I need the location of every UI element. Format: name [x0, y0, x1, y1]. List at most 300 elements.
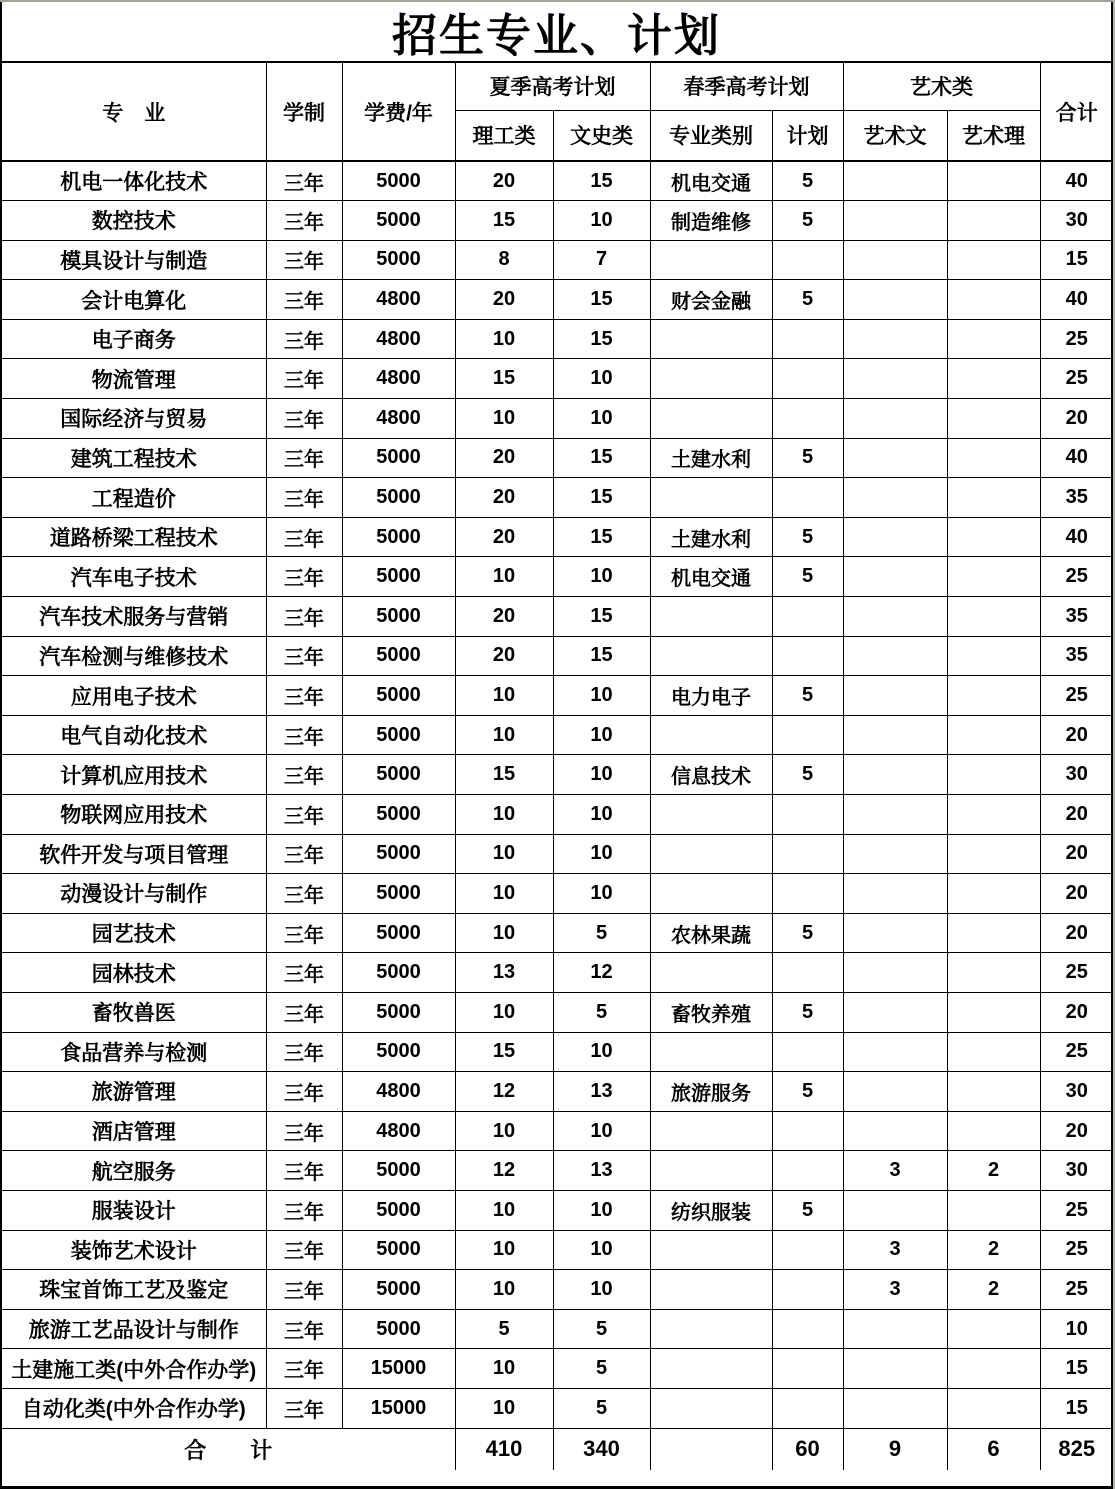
- cell-tuition: 5000: [342, 795, 455, 835]
- cell-duration: 三年: [266, 597, 342, 637]
- cell-art-wen: [843, 1388, 947, 1428]
- cell-summer-liberal: 15: [553, 280, 650, 320]
- cell-spring-category: 信息技术: [650, 755, 772, 795]
- cell-total: 10: [1040, 1309, 1113, 1349]
- cell-total: 25: [1040, 359, 1113, 399]
- cell-spring-plan: [772, 834, 843, 874]
- cell-tuition: 15000: [342, 1349, 455, 1389]
- cell-duration: 三年: [266, 1388, 342, 1428]
- cell-art-wen: [843, 201, 947, 241]
- cell-tuition: 5000: [342, 874, 455, 914]
- cell-spring-category: [650, 359, 772, 399]
- cell-tuition: 5000: [342, 597, 455, 637]
- cell-summer-science: 10: [455, 1230, 553, 1270]
- cell-major: 国际经济与贸易: [2, 399, 266, 439]
- cell-tuition: 5000: [342, 438, 455, 478]
- admissions-plan-table: [2, 63, 1113, 1470]
- table-row: [2, 715, 1113, 755]
- cell-spring-plan: 5: [772, 517, 843, 557]
- cell-duration: 三年: [266, 992, 342, 1032]
- table-row: [2, 953, 1113, 993]
- cell-summer-science: 5: [455, 1309, 553, 1349]
- cell-summer-liberal: 10: [553, 557, 650, 597]
- cell-total: 25: [1040, 319, 1113, 359]
- cell-spring-plan: [772, 1270, 843, 1310]
- table-row: [2, 1230, 1113, 1270]
- cell-tuition: 5000: [342, 201, 455, 241]
- cell-spring-plan: [772, 874, 843, 914]
- cell-spring-plan: [772, 1032, 843, 1072]
- cell-major: 机电一体化技术: [2, 161, 266, 201]
- cell-spring-plan: 5: [772, 676, 843, 716]
- cell-total: 15: [1040, 1388, 1113, 1428]
- cell-tuition: 5000: [342, 1230, 455, 1270]
- cell-spring-category: 制造维修: [650, 201, 772, 241]
- cell-summer-liberal: 10: [553, 1190, 650, 1230]
- cell-summer-science: 10: [455, 1111, 553, 1151]
- cell-summer-science: 20: [455, 478, 553, 518]
- total-spring-category: [650, 1428, 772, 1470]
- cell-summer-science: 15: [455, 201, 553, 241]
- cell-major: 服装设计: [2, 1190, 266, 1230]
- cell-tuition: 5000: [342, 1309, 455, 1349]
- table-row: [2, 399, 1113, 439]
- cell-summer-science: 15: [455, 1032, 553, 1072]
- table-row: [2, 755, 1113, 795]
- table-row: [2, 557, 1113, 597]
- cell-art-wen: [843, 399, 947, 439]
- cell-summer-liberal: 5: [553, 913, 650, 953]
- cell-summer-liberal: 10: [553, 359, 650, 399]
- cell-art-li: [947, 201, 1040, 241]
- table-row: [2, 992, 1113, 1032]
- cell-total: 20: [1040, 795, 1113, 835]
- cell-spring-category: [650, 1230, 772, 1270]
- cell-tuition: 4800: [342, 280, 455, 320]
- cell-tuition: 4800: [342, 359, 455, 399]
- cell-major: 物联网应用技术: [2, 795, 266, 835]
- cell-tuition: 5000: [342, 1151, 455, 1191]
- cell-summer-science: 10: [455, 992, 553, 1032]
- cell-art-wen: [843, 517, 947, 557]
- cell-tuition: 4800: [342, 319, 455, 359]
- table-row: [2, 240, 1113, 280]
- cell-spring-plan: [772, 597, 843, 637]
- total-summer-science: 410: [455, 1428, 553, 1470]
- cell-spring-plan: 5: [772, 755, 843, 795]
- cell-art-li: [947, 874, 1040, 914]
- cell-art-li: [947, 834, 1040, 874]
- cell-duration: 三年: [266, 517, 342, 557]
- cell-summer-science: 20: [455, 161, 553, 201]
- cell-duration: 三年: [266, 399, 342, 439]
- cell-major: 会计电算化: [2, 280, 266, 320]
- cell-art-li: [947, 597, 1040, 637]
- cell-spring-category: [650, 1270, 772, 1310]
- table-header: [2, 63, 1113, 161]
- cell-summer-science: 20: [455, 636, 553, 676]
- cell-tuition: 4800: [342, 1111, 455, 1151]
- cell-art-li: 2: [947, 1270, 1040, 1310]
- cell-total: 20: [1040, 715, 1113, 755]
- cell-tuition: 5000: [342, 755, 455, 795]
- cell-summer-science: 12: [455, 1151, 553, 1191]
- cell-duration: 三年: [266, 1190, 342, 1230]
- cell-duration: 三年: [266, 319, 342, 359]
- cell-summer-liberal: 7: [553, 240, 650, 280]
- cell-spring-plan: [772, 1111, 843, 1151]
- cell-art-wen: [843, 478, 947, 518]
- cell-total: 25: [1040, 676, 1113, 716]
- table-row: [2, 874, 1113, 914]
- cell-major: 汽车检测与维修技术: [2, 636, 266, 676]
- cell-spring-category: 土建水利: [650, 438, 772, 478]
- cell-art-wen: [843, 557, 947, 597]
- cell-spring-plan: [772, 1151, 843, 1191]
- cell-spring-plan: [772, 399, 843, 439]
- cell-total: 20: [1040, 1111, 1113, 1151]
- cell-major: 土建施工类(中外合作办学): [2, 1349, 266, 1389]
- cell-major: 建筑工程技术: [2, 438, 266, 478]
- cell-art-li: [947, 1190, 1040, 1230]
- cell-tuition: 5000: [342, 478, 455, 518]
- cell-art-li: [947, 676, 1040, 716]
- cell-tuition: 5000: [342, 953, 455, 993]
- cell-art-wen: [843, 240, 947, 280]
- cell-art-li: [947, 1111, 1040, 1151]
- header-art-li: 艺术理: [947, 110, 1040, 161]
- cell-art-li: [947, 1349, 1040, 1389]
- header-spring-group: 春季高考计划: [650, 63, 843, 110]
- cell-summer-science: 20: [455, 280, 553, 320]
- table-footer: [2, 1428, 1113, 1470]
- table-row: [2, 636, 1113, 676]
- cell-art-wen: [843, 319, 947, 359]
- cell-duration: 三年: [266, 478, 342, 518]
- cell-major: 酒店管理: [2, 1111, 266, 1151]
- cell-tuition: 5000: [342, 913, 455, 953]
- cell-art-li: [947, 755, 1040, 795]
- cell-art-li: [947, 1388, 1040, 1428]
- cell-spring-plan: 5: [772, 161, 843, 201]
- cell-art-wen: [843, 992, 947, 1032]
- cell-major: 计算机应用技术: [2, 755, 266, 795]
- total-spring-plan: 60: [772, 1428, 843, 1470]
- cell-spring-plan: [772, 478, 843, 518]
- cell-art-li: [947, 992, 1040, 1032]
- cell-spring-plan: [772, 319, 843, 359]
- cell-art-li: [947, 715, 1040, 755]
- cell-spring-category: 电力电子: [650, 676, 772, 716]
- cell-spring-category: [650, 240, 772, 280]
- cell-art-li: [947, 280, 1040, 320]
- cell-major: 珠宝首饰工艺及鉴定: [2, 1270, 266, 1310]
- table-row: [2, 1190, 1113, 1230]
- cell-art-li: [947, 399, 1040, 439]
- cell-tuition: 5000: [342, 517, 455, 557]
- cell-duration: 三年: [266, 1230, 342, 1270]
- cell-total: 15: [1040, 240, 1113, 280]
- cell-duration: 三年: [266, 636, 342, 676]
- cell-major: 软件开发与项目管理: [2, 834, 266, 874]
- cell-spring-category: [650, 834, 772, 874]
- cell-duration: 三年: [266, 715, 342, 755]
- cell-spring-category: [650, 1111, 772, 1151]
- cell-tuition: 5000: [342, 240, 455, 280]
- cell-duration: 三年: [266, 201, 342, 241]
- cell-spring-plan: [772, 1388, 843, 1428]
- cell-summer-science: 13: [455, 953, 553, 993]
- cell-major: 旅游工艺品设计与制作: [2, 1309, 266, 1349]
- cell-duration: 三年: [266, 834, 342, 874]
- cell-art-wen: [843, 1111, 947, 1151]
- header-spring-category: 专业类别: [650, 110, 772, 161]
- cell-duration: 三年: [266, 1270, 342, 1310]
- cell-duration: 三年: [266, 1151, 342, 1191]
- total-art-wen: 9: [843, 1428, 947, 1470]
- cell-summer-science: 10: [455, 1270, 553, 1310]
- cell-total: 25: [1040, 953, 1113, 993]
- cell-total: 40: [1040, 280, 1113, 320]
- total-label: 合 计: [2, 1428, 455, 1470]
- cell-duration: 三年: [266, 359, 342, 399]
- header-total: 合计: [1040, 63, 1113, 161]
- cell-spring-plan: 5: [772, 1072, 843, 1112]
- cell-spring-category: 农林果蔬: [650, 913, 772, 953]
- cell-duration: 三年: [266, 557, 342, 597]
- header-summer-liberal: 文史类: [553, 110, 650, 161]
- cell-duration: 三年: [266, 1072, 342, 1112]
- table-row: [2, 280, 1113, 320]
- cell-tuition: 5000: [342, 636, 455, 676]
- table-body: [2, 161, 1113, 1428]
- cell-summer-science: 8: [455, 240, 553, 280]
- cell-total: 35: [1040, 478, 1113, 518]
- header-art-group: 艺术类: [843, 63, 1040, 110]
- cell-summer-liberal: 10: [553, 715, 650, 755]
- cell-art-wen: 3: [843, 1151, 947, 1191]
- cell-summer-science: 10: [455, 874, 553, 914]
- cell-duration: 三年: [266, 1111, 342, 1151]
- cell-summer-liberal: 15: [553, 478, 650, 518]
- table-row: [2, 319, 1113, 359]
- cell-art-li: [947, 1072, 1040, 1112]
- cell-art-wen: [843, 1072, 947, 1112]
- cell-art-wen: 3: [843, 1230, 947, 1270]
- cell-tuition: 5000: [342, 715, 455, 755]
- cell-spring-category: [650, 399, 772, 439]
- cell-major: 汽车技术服务与营销: [2, 597, 266, 637]
- cell-tuition: 5000: [342, 557, 455, 597]
- cell-major: 园艺技术: [2, 913, 266, 953]
- cell-duration: 三年: [266, 1032, 342, 1072]
- cell-tuition: 4800: [342, 1072, 455, 1112]
- cell-spring-category: [650, 795, 772, 835]
- cell-tuition: 5000: [342, 1032, 455, 1072]
- cell-spring-plan: 5: [772, 913, 843, 953]
- cell-spring-plan: [772, 636, 843, 676]
- cell-major: 应用电子技术: [2, 676, 266, 716]
- cell-summer-science: 20: [455, 438, 553, 478]
- cell-summer-liberal: 12: [553, 953, 650, 993]
- cell-summer-science: 10: [455, 557, 553, 597]
- cell-total: 20: [1040, 874, 1113, 914]
- cell-total: 25: [1040, 1032, 1113, 1072]
- cell-summer-liberal: 10: [553, 676, 650, 716]
- cell-total: 15: [1040, 1349, 1113, 1389]
- header-summer-group: 夏季高考计划: [455, 63, 650, 110]
- cell-art-li: [947, 161, 1040, 201]
- table-row: [2, 1151, 1113, 1191]
- cell-summer-liberal: 10: [553, 1230, 650, 1270]
- cell-art-wen: [843, 636, 947, 676]
- header-row-groups: [2, 63, 1113, 110]
- cell-summer-science: 15: [455, 755, 553, 795]
- cell-art-wen: [843, 755, 947, 795]
- table-row: [2, 1388, 1113, 1428]
- cell-spring-plan: [772, 1349, 843, 1389]
- cell-art-wen: [843, 280, 947, 320]
- cell-spring-category: [650, 1349, 772, 1389]
- cell-summer-liberal: 10: [553, 1270, 650, 1310]
- cell-art-wen: [843, 359, 947, 399]
- cell-summer-liberal: 10: [553, 1032, 650, 1072]
- cell-summer-liberal: 10: [553, 399, 650, 439]
- cell-art-li: [947, 557, 1040, 597]
- cell-spring-plan: [772, 1309, 843, 1349]
- header-spring-plan: 计划: [772, 110, 843, 161]
- cell-art-li: [947, 636, 1040, 676]
- cell-art-wen: [843, 1032, 947, 1072]
- cell-spring-plan: [772, 953, 843, 993]
- cell-spring-category: [650, 874, 772, 914]
- cell-art-li: [947, 795, 1040, 835]
- cell-summer-liberal: 5: [553, 1388, 650, 1428]
- cell-art-wen: [843, 438, 947, 478]
- cell-major: 园林技术: [2, 953, 266, 993]
- cell-summer-liberal: 13: [553, 1151, 650, 1191]
- cell-summer-liberal: 10: [553, 834, 650, 874]
- cell-summer-science: 10: [455, 913, 553, 953]
- cell-art-wen: [843, 795, 947, 835]
- cell-total: 40: [1040, 161, 1113, 201]
- table-row: [2, 1072, 1113, 1112]
- cell-total: 20: [1040, 399, 1113, 439]
- cell-total: 30: [1040, 201, 1113, 241]
- cell-art-li: [947, 438, 1040, 478]
- total-row: [2, 1428, 1113, 1470]
- cell-spring-category: 机电交通: [650, 557, 772, 597]
- cell-art-li: [947, 953, 1040, 993]
- cell-spring-category: [650, 319, 772, 359]
- cell-art-wen: [843, 913, 947, 953]
- table-row: [2, 795, 1113, 835]
- cell-spring-category: [650, 597, 772, 637]
- table-row: [2, 517, 1113, 557]
- cell-total: 40: [1040, 438, 1113, 478]
- cell-summer-liberal: 15: [553, 438, 650, 478]
- cell-art-wen: [843, 953, 947, 993]
- cell-major: 畜牧兽医: [2, 992, 266, 1032]
- cell-tuition: 5000: [342, 1270, 455, 1310]
- cell-art-li: 2: [947, 1230, 1040, 1270]
- cell-summer-science: 12: [455, 1072, 553, 1112]
- cell-spring-plan: 5: [772, 557, 843, 597]
- cell-art-li: [947, 1032, 1040, 1072]
- cell-major: 工程造价: [2, 478, 266, 518]
- table-row: [2, 161, 1113, 201]
- cell-total: 20: [1040, 913, 1113, 953]
- cell-art-li: [947, 913, 1040, 953]
- cell-major: 自动化类(中外合作办学): [2, 1388, 266, 1428]
- cell-art-li: [947, 359, 1040, 399]
- cell-tuition: 5000: [342, 676, 455, 716]
- cell-total: 30: [1040, 1151, 1113, 1191]
- cell-tuition: 4800: [342, 399, 455, 439]
- table-row: [2, 1032, 1113, 1072]
- cell-summer-liberal: 15: [553, 636, 650, 676]
- cell-total: 40: [1040, 517, 1113, 557]
- cell-summer-liberal: 10: [553, 201, 650, 241]
- cell-major: 电子商务: [2, 319, 266, 359]
- cell-summer-science: 10: [455, 319, 553, 359]
- cell-summer-liberal: 5: [553, 992, 650, 1032]
- table-row: [2, 676, 1113, 716]
- cell-spring-plan: [772, 359, 843, 399]
- cell-spring-category: [650, 1151, 772, 1191]
- cell-total: 20: [1040, 834, 1113, 874]
- cell-major: 汽车电子技术: [2, 557, 266, 597]
- cell-summer-liberal: 10: [553, 874, 650, 914]
- cell-duration: 三年: [266, 795, 342, 835]
- cell-spring-plan: 5: [772, 438, 843, 478]
- cell-summer-science: 10: [455, 834, 553, 874]
- table-row: [2, 1111, 1113, 1151]
- cell-art-wen: [843, 597, 947, 637]
- cell-major: 物流管理: [2, 359, 266, 399]
- cell-summer-science: 10: [455, 399, 553, 439]
- cell-major: 模具设计与制造: [2, 240, 266, 280]
- cell-art-wen: [843, 676, 947, 716]
- cell-art-wen: [843, 1190, 947, 1230]
- cell-summer-science: 20: [455, 597, 553, 637]
- cell-art-li: [947, 1309, 1040, 1349]
- cell-summer-science: 15: [455, 359, 553, 399]
- cell-summer-science: 10: [455, 1388, 553, 1428]
- cell-summer-liberal: 15: [553, 319, 650, 359]
- cell-art-li: [947, 240, 1040, 280]
- cell-art-wen: [843, 1349, 947, 1389]
- header-major: 专 业: [2, 63, 266, 161]
- cell-art-wen: 3: [843, 1270, 947, 1310]
- cell-spring-category: 旅游服务: [650, 1072, 772, 1112]
- cell-duration: 三年: [266, 913, 342, 953]
- cell-duration: 三年: [266, 438, 342, 478]
- header-duration: 学制: [266, 63, 342, 161]
- cell-total: 20: [1040, 992, 1113, 1032]
- cell-summer-liberal: 13: [553, 1072, 650, 1112]
- cell-total: 25: [1040, 1230, 1113, 1270]
- cell-art-wen: [843, 1309, 947, 1349]
- cell-total: 35: [1040, 636, 1113, 676]
- cell-summer-liberal: 10: [553, 755, 650, 795]
- cell-spring-category: [650, 953, 772, 993]
- cell-major: 旅游管理: [2, 1072, 266, 1112]
- cell-duration: 三年: [266, 161, 342, 201]
- cell-summer-liberal: 15: [553, 597, 650, 637]
- cell-duration: 三年: [266, 1349, 342, 1389]
- cell-duration: 三年: [266, 755, 342, 795]
